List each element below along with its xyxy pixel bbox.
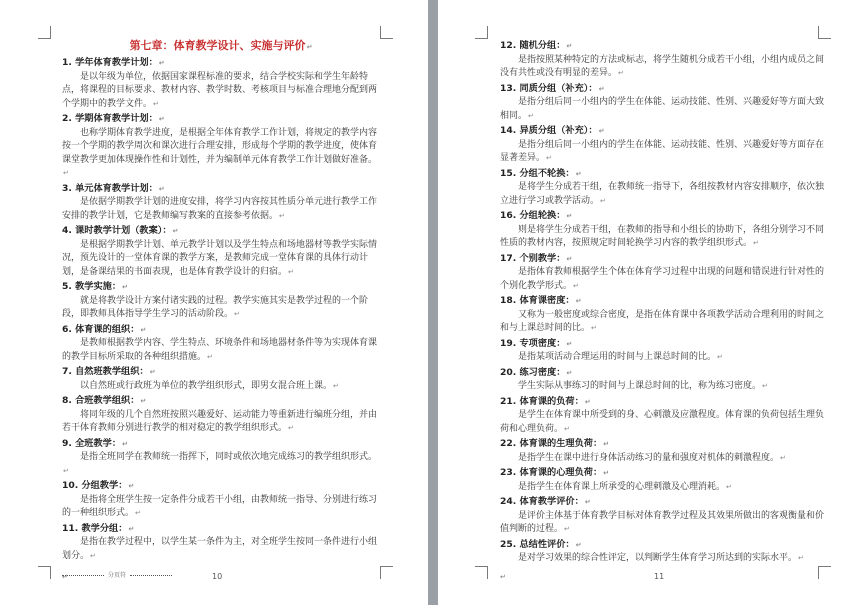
entry-heading-text: 15. 分组不轮换： bbox=[500, 167, 575, 179]
entry-definition: 是指按照某种特定的方法或标志，将学生随机分成若干小组，小组内成员之间没有共性或没有明显的差异。↵ bbox=[500, 54, 825, 78]
entry-definition: 也称学期体育教学进度，是根据全年体育教学工作计划，将规定的教学内容按一个学期的教学周次和课次进行合理安排，形成每个学期的教学进度，使体育课堂教学更加体现操作性和计划性，并为编制单元体育教学工作计划做好准备。↵ bbox=[62, 127, 378, 177]
entry-definition: 是对学习效果的综合性评定，以判断学生体育学习所达到的实际水平。↵ bbox=[518, 553, 804, 563]
entry-heading: 17. 个别教学：↵ bbox=[500, 252, 573, 264]
entry-definition-text: 是以年级为单位，依据国家课程标准的要求，结合学校实际和学生年龄特点，将课程的目标要求、教材内容、教学时数、考核项目与标准合理地分配到两个学期中的教学文件。 bbox=[62, 71, 378, 109]
entry-heading: 21. 体育课的负荷：↵ bbox=[500, 395, 591, 407]
entry-heading-text: 13. 同质分组（补充）： bbox=[500, 82, 598, 94]
entry-definition: 是以年级为单位，依据国家课程标准的要求，结合学校实际和学生年龄特点，将课程的目标要求、教材内容、教学时数、考核项目与标准合理地分配到两个学期中的教学文件。↵ bbox=[62, 71, 378, 109]
entry-definition-text: 以自然班或行政班为单位的教学组织形式，即男女混合班上课。 bbox=[80, 380, 333, 391]
entry-heading-text: 24. 体育教学评价： bbox=[500, 496, 584, 507]
entry-heading-text: 18. 体育课密度： bbox=[500, 295, 575, 306]
entry-heading-text: 1. 学年体育教学计划： bbox=[62, 57, 158, 68]
entry-definition-text: 是将学生分成若干组，在教师统一指导下，各组按教材内容安排顺序，依次独立进行学习或教学活动。 bbox=[500, 182, 825, 206]
entry-heading: 7. 自然班教学组织：↵ bbox=[62, 366, 156, 377]
entry-definition: 是教师根据教学内容、学生特点、环境条件和场地器材条件等为实现体育课的教学目标所采取的各种组织措施。↵ bbox=[62, 338, 378, 362]
page-number: 10 bbox=[212, 572, 223, 581]
entry-definition: 又称为一般密度或综合密度，是指在体育课中各项教学活动合理利用的时间之和与上课总时间的比。↵ bbox=[500, 309, 825, 333]
entry-heading: 20. 练习密度：↵ bbox=[500, 366, 573, 378]
entry-heading-text: 2. 学期体育教学计划： bbox=[62, 113, 158, 124]
entry-heading-text: 12. 随机分组： bbox=[500, 40, 566, 51]
document-page-left bbox=[0, 0, 428, 605]
corner-mark bbox=[475, 566, 488, 579]
entry-definition-text: 又称为一般密度或综合密度，是指在体育课中各项教学活动合理利用的时间之和与上课总时间的比。 bbox=[500, 309, 825, 333]
entry-heading-text: 9. 全班教学： bbox=[62, 437, 122, 449]
entry-definition-text: 是指分组后同一小组内的学生在体能、运动技能、性别、兴趣爱好等方面大致相同。 bbox=[500, 97, 825, 121]
entry-definition-text: 是学生在体育课中所受到的身、心刺激及应激程度。体育课的负荷包括生理负荷和心理负荷。 bbox=[500, 410, 825, 434]
chapter-title: 第七章：体育教学设计、实施与评价↵ bbox=[129, 39, 313, 52]
entry-heading-text: 10. 分组教学： bbox=[62, 480, 128, 491]
entry-definition-text: 是指在教学过程中，以学生某一条件为主，对全班学生按同一条件进行小组划分。 bbox=[62, 537, 378, 561]
corner-mark bbox=[380, 566, 393, 579]
entry-heading: 3. 单元体育教学计划：↵ bbox=[62, 182, 165, 194]
entry-definition: 是指体育教师根据学生个体在体育学习过程中出现的问题和错误进行针对性的个别化教学形式。↵ bbox=[500, 267, 825, 291]
page-number: 11 bbox=[654, 572, 665, 581]
page-content bbox=[500, 38, 828, 566]
entry-heading-text: 22. 体育课的生理负荷： bbox=[500, 438, 603, 449]
entry-heading: 14. 异质分组（补充）：↵ bbox=[500, 125, 605, 136]
entry-heading: 19. 专项密度：↵ bbox=[500, 337, 573, 349]
entry-definition-text: 是对学习效果的综合性评定，以判断学生体育学习所达到的实际水平。 bbox=[518, 553, 798, 563]
entry-definition-text: 是指按照某种特定的方法或标志，将学生随机分成若干小组，小组内成员之间没有共性或没有明显的差异。 bbox=[500, 54, 825, 78]
entry-heading: 5. 教学实施：↵ bbox=[62, 281, 128, 292]
entry-definition: 是指在教学过程中，以学生某一条件为主，对全班学生按同一条件进行小组划分。↵ bbox=[62, 537, 378, 561]
entry-definition-text: 是根据学期教学计划、单元教学计划以及学生特点和场地器材等教学实际情况，预先设计的一堂体育课的教学方案，是教师完成一堂体育课的具体行动计划，是备课结果的书面表现，也是体育教学设计的归宿。 bbox=[62, 239, 378, 277]
entry-definition-text: 学生实际从事练习的时间与上课总时间的比，称为练习密度。 bbox=[518, 381, 762, 391]
paragraph-mark: ↵ bbox=[62, 573, 68, 581]
entry-heading-text: 3. 单元体育教学计划： bbox=[62, 182, 158, 194]
entry-heading-text: 17. 个别教学： bbox=[500, 252, 566, 264]
entry-heading: 10. 分组教学：↵ bbox=[62, 480, 135, 491]
entry-heading-text: 5. 教学实施： bbox=[62, 281, 122, 292]
entry-definition: 是指分组后同一小组内的学生在体能、运动技能、性别、兴趣爱好等方面大致相同。↵ bbox=[500, 97, 825, 121]
entry-definition: 则是将学生分成若干组，在教师的指导和小组长的协助下，各组分别学习不同性质的教材内容，按照规定时间轮换学习内容的教学组织形式。↵ bbox=[500, 224, 825, 248]
entry-heading: 4. 课时教学计划（教案）：↵ bbox=[62, 225, 179, 236]
entry-definition-text: 是指分组后同一小组内的学生在体能、运动技能、性别、兴趣爱好等方面存在显著差异。 bbox=[500, 139, 825, 163]
entry-definition-text: 是评价主体基于体育教学目标对体育教学过程及其效果所做出的客观衡量和价值判断的过程。 bbox=[500, 510, 825, 534]
entry-definition-text: 是指学生在体育课上所承受的心理刺激及心理消耗。 bbox=[518, 481, 726, 492]
entry-heading: 24. 体育教学评价：↵ bbox=[500, 496, 591, 507]
entry-heading: 12. 随机分组：↵ bbox=[500, 40, 573, 51]
entry-definition: 以自然班或行政班为单位的教学组织形式，即男女混合班上课。↵ bbox=[80, 380, 339, 391]
entry-definition-text: 也称学期体育教学进度，是根据全年体育教学工作计划，将规定的教学内容按一个学期的教学周次和课次进行合理安排，形成每个学期的教学进度，使体育课堂教学更加体现操作性和计划性，并为编制单元体育教学工作计划做好准备。 bbox=[62, 127, 378, 165]
entry-heading: 22. 体育课的生理负荷：↵ bbox=[500, 438, 610, 449]
entry-heading: 6. 体育课的组织：↵ bbox=[62, 323, 147, 335]
entry-definition-text: 是指将全班学生按一定条件分成若干小组，由教师统一指导、分别进行练习的一种组织形式。 bbox=[62, 494, 378, 518]
page-content bbox=[62, 38, 380, 583]
entry-definition: 是依据学期教学计划的进度安排，将学习内容按其性质分单元进行教学工作安排的教学计划，它是教师编写教案的直接参考依据。↵ bbox=[62, 197, 378, 221]
page-break-label: 分页符 bbox=[108, 572, 127, 579]
entry-heading: 8. 合班教学组织：↵ bbox=[62, 395, 147, 406]
entry-heading: 18. 体育课密度：↵ bbox=[500, 295, 582, 306]
entry-definition-text: 则是将学生分成若干组，在教师的指导和小组长的协助下，各组分别学习不同性质的教材内容，按照规定时间轮换学习内容的教学组织形式。 bbox=[500, 224, 825, 248]
corner-mark bbox=[818, 566, 831, 579]
entry-heading-text: 11. 教学分组： bbox=[62, 522, 128, 534]
corner-mark bbox=[38, 26, 51, 39]
entry-heading: 16. 分组轮换：↵ bbox=[500, 210, 573, 221]
corner-mark bbox=[475, 26, 488, 39]
entry-definition: 是指学生在课中进行身体活动练习的量和强度对机体的刺激程度。↵ bbox=[518, 452, 786, 463]
entry-heading: 9. 全班教学：↵ bbox=[62, 437, 128, 449]
entry-definition: 是根据学期教学计划、单元教学计划以及学生特点和场地器材等教学实际情况，预先设计的一堂体育课的教学方案，是教师完成一堂体育课的具体行动计划，是备课结果的书面表现，也是体育教学设计的归宿。↵ bbox=[62, 239, 378, 277]
entry-definition: 就是将教学设计方案付诸实践的过程。教学实施其实是教学过程的一个阶段，即教师具体指导学生学习的活动阶段。↵ bbox=[62, 295, 369, 319]
entry-list bbox=[62, 56, 380, 563]
entry-heading-text: 14. 异质分组（补充）： bbox=[500, 125, 598, 136]
entry-heading-text: 7. 自然班教学组织： bbox=[62, 366, 149, 377]
entry-definition-text: 就是将教学设计方案付诸实践的过程。教学实施其实是教学过程的一个阶段，即教师具体指导学生学习的活动阶段。 bbox=[62, 295, 369, 319]
entry-definition-text: 是依据学期教学计划的进度安排，将学习内容按其性质分单元进行教学工作安排的教学计划，它是教师编写教案的直接参考依据。 bbox=[62, 197, 378, 221]
entry-definition: 是将学生分成若干组，在教师统一指导下，各组按教材内容安排顺序，依次独立进行学习或教学活动。↵ bbox=[500, 182, 825, 206]
entry-heading: 15. 分组不轮换：↵ bbox=[500, 167, 582, 179]
entry-heading: 2. 学期体育教学计划：↵ bbox=[62, 113, 165, 124]
entry-heading: 13. 同质分组（补充）：↵ bbox=[500, 82, 605, 94]
entry-heading-text: 21. 体育课的负荷： bbox=[500, 395, 584, 407]
entry-heading: 11. 教学分组：↵ bbox=[62, 522, 135, 534]
corner-mark bbox=[380, 26, 393, 39]
entry-heading-text: 4. 课时教学计划（教案）： bbox=[62, 225, 172, 236]
entry-heading-text: 8. 合班教学组织： bbox=[62, 395, 140, 406]
entry-heading-text: 6. 体育课的组织： bbox=[62, 323, 140, 335]
entry-definition: 是指将全班学生按一定条件分成若干小组，由教师统一指导、分别进行练习的一种组织形式。↵ bbox=[62, 494, 378, 518]
entry-definition: 是指全班同学在教师统一指挥下，同时或依次地完成练习的教学组织形式。↵ bbox=[63, 452, 378, 475]
entry-heading-text: 23. 体育课的心理负荷： bbox=[500, 467, 603, 478]
entry-heading-text: 20. 练习密度： bbox=[500, 366, 566, 378]
document-page-right bbox=[438, 0, 865, 605]
entry-definition-text: 是指体育教师根据学生个体在体育学习过程中出现的问题和错误进行针对性的个别化教学形式。 bbox=[500, 267, 825, 291]
entry-definition: 是指学生在体育课上所承受的心理刺激及心理消耗。↵ bbox=[518, 481, 732, 492]
entry-definition-text: 是指学生在课中进行身体活动练习的量和强度对机体的刺激程度。 bbox=[518, 452, 780, 463]
entry-definition: 是评价主体基于体育教学目标对体育教学过程及其效果所做出的客观衡量和价值判断的过程。↵ bbox=[500, 510, 825, 534]
entry-definition-text: 是指某项活动合理运用的时间与上课总时间的比。 bbox=[518, 352, 717, 362]
entry-definition: 是指某项活动合理运用的时间与上课总时间的比。↵ bbox=[518, 352, 723, 362]
entry-heading: 23. 体育课的心理负荷：↵ bbox=[500, 467, 610, 478]
entry-heading-text: 19. 专项密度： bbox=[500, 337, 566, 349]
entry-definition-text: 是教师根据教学内容、学生特点、环境条件和场地器材条件等为实现体育课的教学目标所采取的各种组织措施。 bbox=[62, 338, 378, 362]
entry-definition-text: 是指全班同学在教师统一指挥下，同时或依次地完成练习的教学组织形式。 bbox=[80, 452, 378, 462]
entry-heading: 25. 总结性评价：↵ bbox=[500, 538, 582, 550]
paragraph-mark: ↵ bbox=[500, 573, 506, 581]
entry-definition: 是学生在体育课中所受到的身、心刺激及应激程度。体育课的负荷包括生理负荷和心理负荷。↵ bbox=[500, 410, 825, 434]
entry-heading: 1. 学年体育教学计划：↵ bbox=[62, 57, 165, 68]
corner-mark bbox=[38, 566, 51, 579]
entry-list bbox=[500, 39, 828, 566]
entry-definition-text: 将同年级的几个自然班按照兴趣爱好、运动能力等重新进行编班分组，并由若干体育教师分别进行教学的相对稳定的教学组织形式。 bbox=[62, 409, 378, 433]
entry-definition: 是指分组后同一小组内的学生在体能、运动技能、性别、兴趣爱好等方面存在显著差异。↵ bbox=[500, 139, 825, 163]
entry-definition: 学生实际从事练习的时间与上课总时间的比，称为练习密度。↵ bbox=[518, 381, 768, 391]
entry-definition: 将同年级的几个自然班按照兴趣爱好、运动能力等重新进行编班分组，并由若干体育教师分别进行教学的相对稳定的教学组织形式。↵ bbox=[62, 409, 378, 433]
entry-heading-text: 16. 分组轮换： bbox=[500, 210, 566, 221]
entry-heading-text: 25. 总结性评价： bbox=[500, 538, 575, 550]
